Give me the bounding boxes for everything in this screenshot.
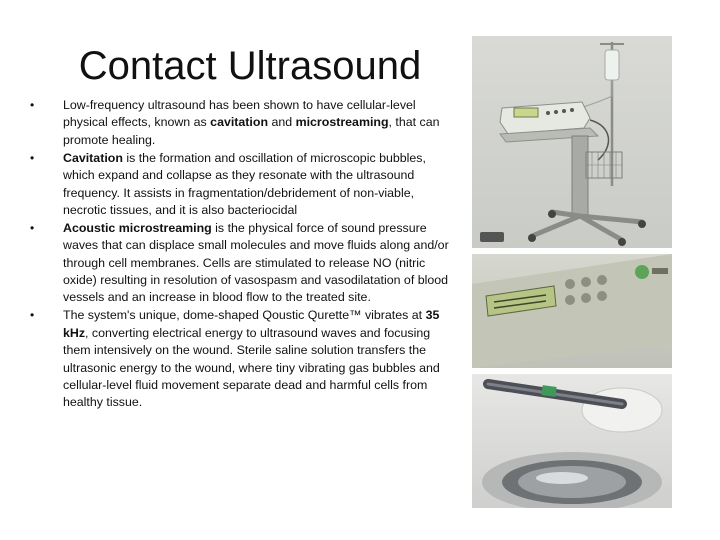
bullet-list <box>30 97 460 412</box>
bullet-text: is the physical force of sound pressure waves that can displace small molecules and move fluids along and/or through cell membranes. Cells are stimulated to release NO (nitric oxide) resulting in resolution of vasospasm and vasodilatation of blood vessels and an increase in blood flow to the treated site. <box>63 220 449 305</box>
slide-title: Contact Ultrasound <box>78 44 422 88</box>
bold-term: cavitation <box>210 115 269 130</box>
bullet-item <box>30 307 460 411</box>
control-panel-photo <box>472 254 672 368</box>
ultrasound-cart-photo <box>472 36 672 248</box>
bold-term: microstreaming <box>295 115 389 130</box>
device-photos <box>472 36 672 508</box>
handpiece-and-curette-photo <box>472 374 672 508</box>
bullet-text: The system's unique, dome-shaped Qoustic Qurette™ vibrates at <box>63 308 426 323</box>
bullet-item <box>30 150 460 220</box>
bold-term: 35 kHz <box>63 308 440 340</box>
bullet-text: , converting electrical energy to ultrasound waves and focusing them intensively on the wound. Sterile saline solution transfers the ultrasonic energy to the wound, where tiny vibrating gas bubbles and cellular-level fluid movement separate dead and harmful cells from healthy tissue. <box>63 325 440 410</box>
bullet-text: is the formation and oscillation of microscopic bubbles, which expand and collapse as they resonate with the ultrasound frequency. It assists in fragmentation/debridement of non-viable, necrotic tissues, and it is also bacteriocidal <box>63 150 426 217</box>
bullet-text: , that can promote healing. <box>63 115 440 147</box>
bullet-item <box>30 97 460 149</box>
bold-term: Cavitation <box>63 150 123 165</box>
bold-term: Acoustic microstreaming <box>63 220 212 235</box>
bullet-item <box>30 220 460 307</box>
bullet-text: Low-frequency ultrasound has been shown to have cellular-level physical effects, known as <box>63 98 416 130</box>
bullet-text: and <box>268 115 296 130</box>
